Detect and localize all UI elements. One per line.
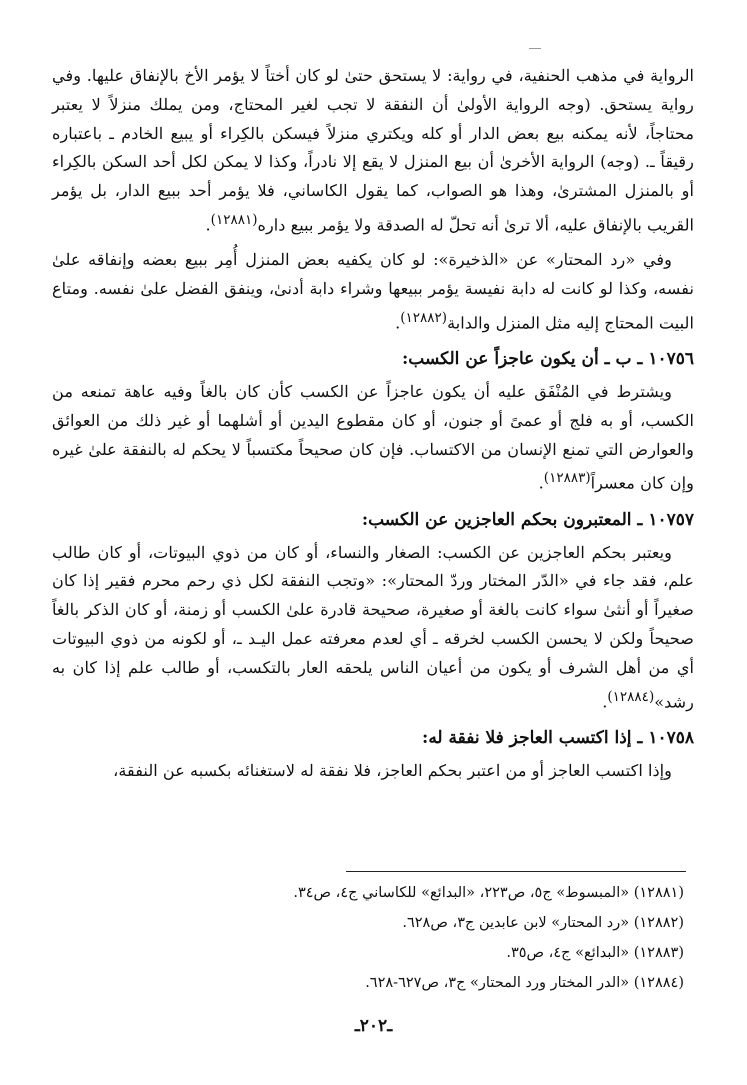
footnote-ref[interactable]: (١٢٨٨٤)	[607, 688, 655, 705]
paragraph-4: ويعتبر بحكم العاجزين عن الكسب: الصغار والنساء، أو كان من ذوي البيوتات، أو كان طالب علم، فقد جاء في «الدّر المختار وردّ المحتار»: «وتجب النفقة لكل ذي رحم محرم فقير إذا كان صغيراً أو أنثىٰ سواء كانت بالغة أو صغيرة، صحيحة قادرة علىٰ الكسب أو زمنة، أو كان الذكر بالغاً صحيحاً ولكن لا يحسن الكسب لخرقه ـ أي لعدم معرفته عمل اليـد ـ، أو لكونه من ذوي البيوتات أي من أهل الشرف أو يكون من أعيان الناس يلحقه العار بالتكسب، أو طالب علم إذا كان به رشد»$^{(١٢٨٨٤)}$.	[52, 542, 694, 711]
footnote-separator	[346, 871, 686, 872]
footnote-ref[interactable]: (١٢٨٨٣)	[543, 470, 591, 487]
paragraph-3: ويشترط في المُنْفَق عليه أن يكون عاجزاً عن الكسب كأن كان بالغاً وفيه عاهة تمنعه من الكسب، أو به فلج أو عمىً أو جنون، أو كان مقطوع اليدين أو أشلهما أو غير ذلك من العوائق والعوارض التي تمنع الإنسان من الاكتساب. فإن كان صحيحاً مكتسباً لا يحكم له بالنفقة علىٰ غيره وإن كان معسراً$^{(١٢٨٨٣)}$.	[52, 381, 694, 493]
top-mark	[529, 48, 541, 49]
section-heading-10758: ١٠٧٥٨ ـ إذا اكتسب العاجز فلا نفقة له:	[422, 727, 694, 748]
footnote-ref[interactable]: (١٢٨٨٢)	[400, 309, 448, 326]
page-number: ـ٢٠٢ـ	[354, 1016, 393, 1036]
section-heading-10757: ١٠٧٥٧ ـ المعتبرون بحكم العاجزين عن الكسب:	[361, 509, 694, 530]
paragraph-5: وإذا اكتسب العاجز أو من اعتبر بحكم العاجز، فلا نفقة له لاستغنائه بكسبه عن النفقة،	[113, 760, 672, 780]
paragraph-1: الرواية في مذهب الحنفية، في رواية: لا يستحق حتىٰ لو كان أختاً لا يؤمر الأخ بالإنفاق عليها. وفي رواية يستحق. (وجه الرواية الأولىٰ أن النفقة لا تجب لغير المحتاج، ومن يملك منزلاً لا يعتبر محتاجاً، لأنه يمكنه بيع بعض الدار أو كله ويكتري منزلاً فيسكن بالكِراء أو يبيع الخادم ـ باعتباره رقيقاً ـ. (وجه) الرواية الأخرىٰ أن بيع المنزل لا يقع إلا نادراً، وكذا لا يمكن لكل أحد السكن بالكِراء أو بالمنزل المشترىٰ، وهذا هو الصواب، كما يقول الكاساني، فلا يؤمر أحد ببيع الدار، بل يؤمر القريب بالإنفاق عليه، ألا ترىٰ أنه تحلّ له الصدقة ولا يؤمر ببيع داره$^{(١٢٨٨١)}$.	[52, 66, 694, 235]
main-text	[52, 62, 694, 792]
footnote: (١٢٨٨٣) «البدائع» ج٤، ص٣٥.	[506, 945, 684, 961]
footnotes	[52, 878, 684, 998]
footnote-ref[interactable]: (١٢٨٨١)	[210, 211, 258, 228]
footnote: (١٢٨٨٢) «رد المحتار» لابن عابدين ج٣، ص٦٢٨.	[402, 915, 684, 931]
footnote: (١٢٨٨١) «المبسوط» ج٥، ص٢٢٣، «البدائع» للكاساني ج٤، ص٣٤.	[293, 885, 684, 901]
section-heading-10756: ١٠٧٥٦ ـ ب ـ أن يكون عاجزاً عن الكسب:	[401, 348, 694, 369]
paragraph-2: وفي «رد المحتار» عن «الذخيرة»: لو كان يكفيه بعض المنزل أُمِر ببيع بعضه وإنفاقه علىٰ نفسه، وكذا لو كانت له دابة نفيسة يؤمر ببيعها وشراء دابة أدنىٰ، وينفق الفضل علىٰ نفسه. ومتاع البيت المحتاج إليه مثل المنزل والدابة$^{(١٢٨٨٢)}$.	[52, 250, 694, 333]
footnote: (١٢٨٨٤) «الدر المختار ورد المحتار» ج٣، ص٦٢٧-٦٢٨.	[365, 975, 684, 991]
